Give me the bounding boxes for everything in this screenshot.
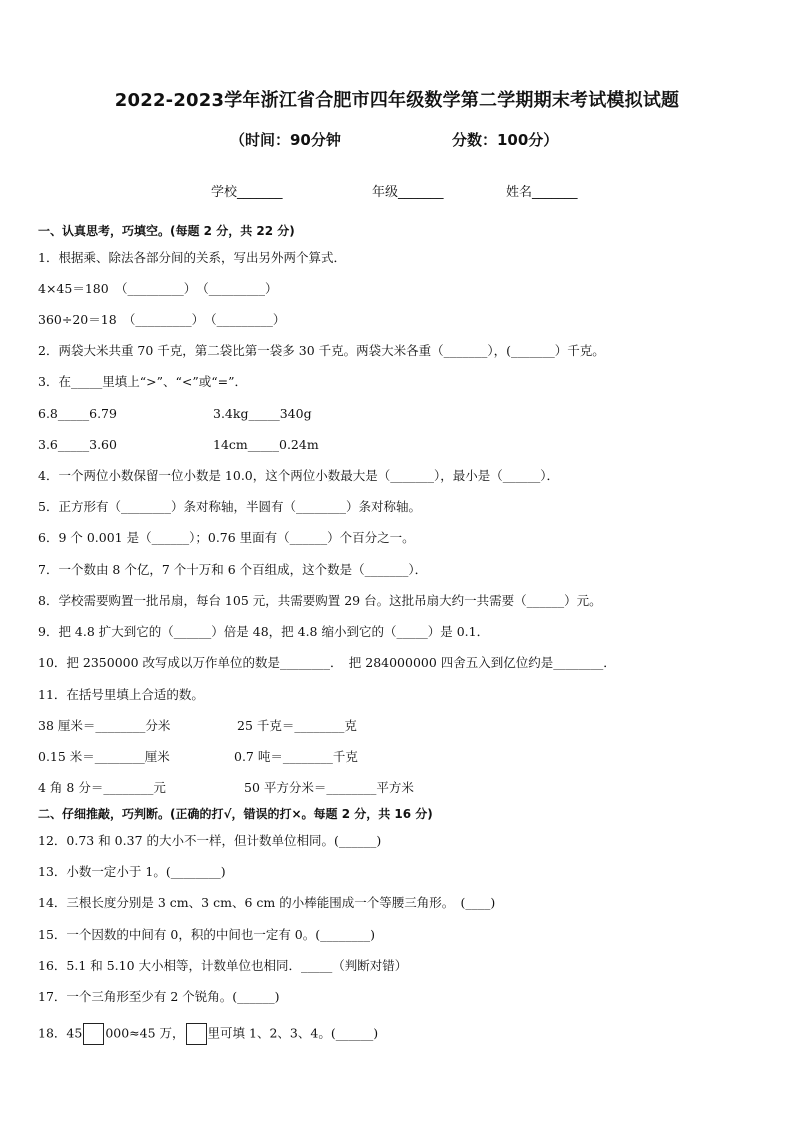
question-18-part-c: 里可填 1、2、3、4。(______) [207,1025,379,1041]
question-11-a1: 38 厘米＝________分米 [38,718,171,733]
question-18 [38,1023,378,1045]
digit-box[interactable] [83,1023,104,1045]
question-9: 9．把 4.8 扩大到它的（______）倍是 48，把 4.8 缩小到它的（_____）是 0.1． [38,624,490,639]
question-5: 5．正方形有（________）条对称轴，半圆有（________）条对称轴。 [38,499,421,514]
question-11-b2: 0.7 吨＝________千克 [234,749,358,764]
question-15: 15．一个因数的中间有 0，积的中间也一定有 0。(________) [38,927,376,942]
question-3-b1: 3.6_____3.60 [38,437,117,452]
name-field: 姓名_______ [506,185,578,200]
question-11-a2: 25 千克＝________克 [237,718,357,733]
school-field: 学校_______ [211,185,283,200]
exam-score: 分数：100分） [452,131,559,149]
question-11: 11．在括号里填上合适的数。 [38,687,204,702]
student-info [0,181,794,201]
question-1-b: 360÷20＝18 （_________） （_________） [38,312,286,327]
question-11-c1: 4 角 8 分＝________元 [38,780,166,795]
question-2: 2．两袋大米共重 70 千克，第二袋比第一袋多 30 千克。两袋大米各重（_______），(_______）千克。 [38,343,605,358]
question-18-part-a: 18．45 [38,1025,83,1041]
question-18-part-b: 000≈45 万， [105,1025,185,1041]
digit-box-2[interactable] [186,1023,207,1045]
section2-heading: 二、仔细推敲，巧判断。(正确的打√，错误的打×。每题 2 分，共 16 分) [38,807,433,821]
question-3: 3．在_____里填上“>”、“<”或“=”． [38,374,247,389]
question-6: 6．9 个 0.001 是（______）；0.76 里面有（______）个百分之一。 [38,530,415,545]
question-11-c2: 50 平方分米＝________平方米 [244,780,414,795]
question-1-a: 4×45＝180 （_________） （_________） [38,281,278,296]
question-1: 1．根据乘、除法各部分间的关系，写出另外两个算式． [38,250,346,265]
grade-field: 年级_______ [372,185,444,200]
question-10: 10．把 2350000 改写成以万作单位的数是________． 把 284000000 四舍五入到亿位约是________． [38,655,616,670]
question-3-a1: 6.8_____6.79 [38,406,117,421]
exam-subtitle [0,129,794,151]
question-11-b1: 0.15 米＝________厘米 [38,749,170,764]
question-3-a2: 3.4kg_____340g [213,406,312,421]
exam-time: （时间：90分钟 [230,131,341,149]
question-12: 12．0.73 和 0.37 的大小不一样，但计数单位相同。(______) [38,833,382,848]
question-13: 13．小数一定小于 1。(________) [38,864,226,879]
question-7: 7．一个数由 8 个亿，7 个十万和 6 个百组成，这个数是（_______）． [38,562,428,577]
question-8: 8．学校需要购置一批吊扇，每台 105 元，共需要购置 29 台。这批吊扇大约一共需要（______）元。 [38,593,602,608]
question-14: 14．三根长度分别是 3 cm、3 cm、6 cm 的小棒能围成一个等腰三角形。 (____) [38,895,496,910]
question-3-b2: 14cm_____0.24m [213,437,319,452]
question-16: 16．5.1 和 5.10 大小相等，计数单位也相同．_____（判断对错） [38,958,408,973]
question-17: 17．一个三角形至少有 2 个锐角。(______) [38,989,280,1004]
question-4: 4．一个两位小数保留一位小数是 10.0，这个两位小数最大是（_______），最小是（______）． [38,468,560,483]
exam-title: 2022-2023学年浙江省合肥市四年级数学第二学期期末考试模拟试题 [114,90,680,111]
section1-heading: 一、认真思考，巧填空。(每题 2 分，共 22 分) [38,224,295,238]
